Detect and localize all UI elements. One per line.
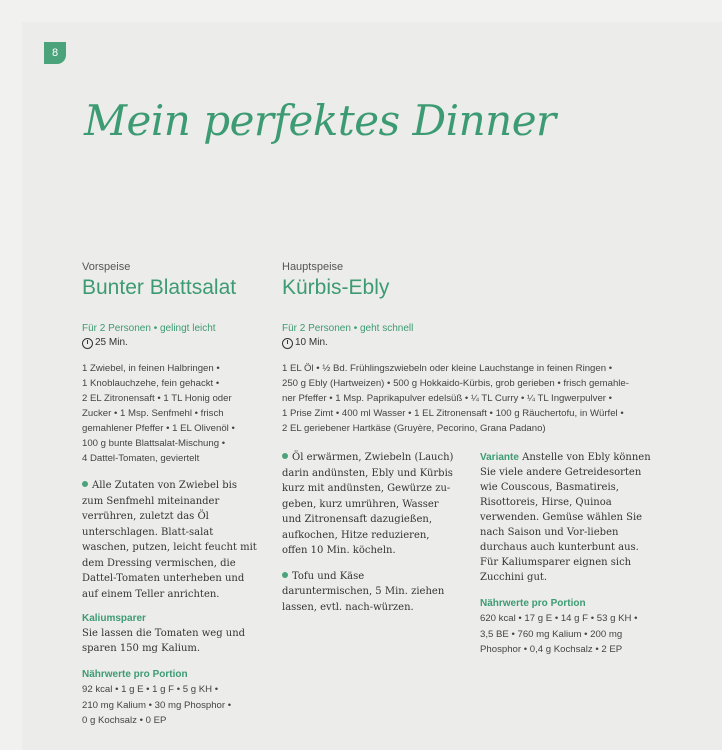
variant-heading: Variante bbox=[480, 452, 519, 463]
starter-nutrition-heading: Nährwerte pro Portion bbox=[82, 669, 188, 680]
ingredient-line: 1 Knoblauchzehe, fein gehackt • bbox=[82, 378, 220, 389]
main-kicker: Hauptspeise bbox=[282, 261, 344, 273]
main-nutrition bbox=[480, 611, 660, 658]
ingredient-line: ner Pfeffer • 1 Msp. Paprikapulver edelsüß • ¼ TL Curry • ¼ TL Ingwerpulver • bbox=[282, 393, 612, 404]
main-header bbox=[282, 260, 662, 448]
main-time bbox=[282, 336, 662, 350]
nutrition-line: 3,5 BE • 760 mg Kalium • 200 mg bbox=[480, 628, 623, 640]
nutrition-line: 620 kcal • 17 g E • 14 g F • 53 g KH • bbox=[480, 613, 638, 624]
ingredient-line: 100 g bunte Blattsalat-Mischung • bbox=[82, 438, 226, 449]
main-ingredients bbox=[282, 361, 662, 436]
main-servings: Für 2 Personen • geht schnell bbox=[282, 323, 414, 334]
main-time-label: 10 Min. bbox=[295, 337, 328, 348]
kalium-heading: Kaliumsparer bbox=[82, 613, 146, 624]
ingredient-line: 2 EL geriebener Hartkäse (Gruyère, Pecorino, Grana Padano) bbox=[282, 423, 546, 434]
main-title: Kürbis-Ebly bbox=[282, 276, 390, 299]
ingredient-line: 1 Zwiebel, in feinen Halbringen • bbox=[82, 363, 220, 374]
ingredient-line: 4 Dattel-Tomaten, geviertelt bbox=[82, 453, 200, 464]
main-step bbox=[282, 569, 457, 616]
starter-ingredients bbox=[82, 361, 258, 466]
starter-time bbox=[82, 336, 258, 350]
ingredient-line: 250 g Ebly (Hartweizen) • 500 g Hokkaido-Kürbis, grob gerieben • frisch gemahle- bbox=[282, 378, 629, 389]
kalium-text: Sie lassen die Tomaten weg und sparen 150 mg Kalium. bbox=[82, 628, 246, 654]
clock-icon bbox=[282, 338, 293, 349]
step-text: Tofu und Käse daruntermischen, 5 Min. ziehen lassen, evtl. nach-würzen. bbox=[282, 570, 445, 613]
variant-box bbox=[480, 450, 660, 585]
clock-icon bbox=[82, 338, 93, 349]
main-nutrition-heading: Nährwerte pro Portion bbox=[480, 598, 586, 609]
ingredient-line: 2 EL Zitronensaft • 1 TL Honig oder bbox=[82, 393, 232, 404]
ingredient-line: 1 Prise Zimt • 400 ml Wasser • 1 EL Zitronensaft • 100 g Räuchertofu, in Würfel • bbox=[282, 408, 624, 419]
ingredient-line: gemahlener Pfeffer • 1 EL Olivenöl • bbox=[82, 423, 235, 434]
starter-column bbox=[82, 260, 258, 729]
nutrition-line: 210 mg Kalium • 30 mg Phosphor • bbox=[82, 699, 232, 711]
nutrition-line: Phosphor • 0,4 g Kochsalz • 2 EP bbox=[480, 644, 623, 655]
step-text: Öl erwärmen, Zwiebeln (Lauch) darin andünsten, Ebly und Kürbis kurz mit andünsten, Gewürze zu-geben, kurz umrühren, Wasser und Zitronensaft dazugießen, aufkochen, Hitze reduzieren, offen 10 Min. köcheln. bbox=[282, 452, 454, 556]
main-steps bbox=[282, 450, 457, 625]
starter-servings: Für 2 Personen • gelingt leicht bbox=[82, 323, 216, 334]
main-variant-column bbox=[480, 450, 660, 658]
ingredient-line: Zucker • 1 Msp. Senfmehl • frisch bbox=[82, 408, 224, 419]
ingredient-line: 1 EL Öl • ½ Bd. Frühlingszwiebeln oder kleine Lauchstange in feinen Ringen • bbox=[282, 363, 613, 374]
nutrition-line: 92 kcal • 1 g E • 1 g F • 5 g KH • bbox=[82, 684, 219, 695]
main-step bbox=[282, 450, 457, 559]
starter-nutrition bbox=[82, 682, 258, 729]
variant-text: Anstelle von Ebly können Sie viele andere Getreidesorten wie Couscous, Basmatireis, Risottoreis, Hirse, Quinoa verwenden. Gemüse wählen Sie nach Saison und Vor-lieben durchaus auch kunterbunt aus. Für Kaliumsparer eignen sich Zucchini gut. bbox=[480, 452, 651, 583]
bullet-dot-icon bbox=[282, 453, 288, 459]
starter-step bbox=[82, 478, 258, 602]
page-number-tab: 8 bbox=[44, 42, 66, 64]
starter-time-label: 25 Min. bbox=[95, 337, 128, 348]
bullet-dot-icon bbox=[82, 481, 88, 487]
bullet-dot-icon bbox=[282, 572, 288, 578]
nutrition-line: 0 g Kochsalz • 0 EP bbox=[82, 715, 167, 726]
starter-title: Bunter Blattsalat bbox=[82, 276, 237, 299]
starter-kicker: Vorspeise bbox=[82, 261, 131, 273]
page-title: Mein perfektes Dinner bbox=[84, 96, 556, 145]
step-text: Alle Zutaten von Zwiebel bis zum Senfmehl miteinander verrühren, zuletzt das Öl unterschlagen. Blatt-salat waschen, putzen, leicht feucht mit dem Dressing vermischen, die Dattel-Tomaten unterheben und auf einem Teller anrichten. bbox=[82, 480, 257, 600]
